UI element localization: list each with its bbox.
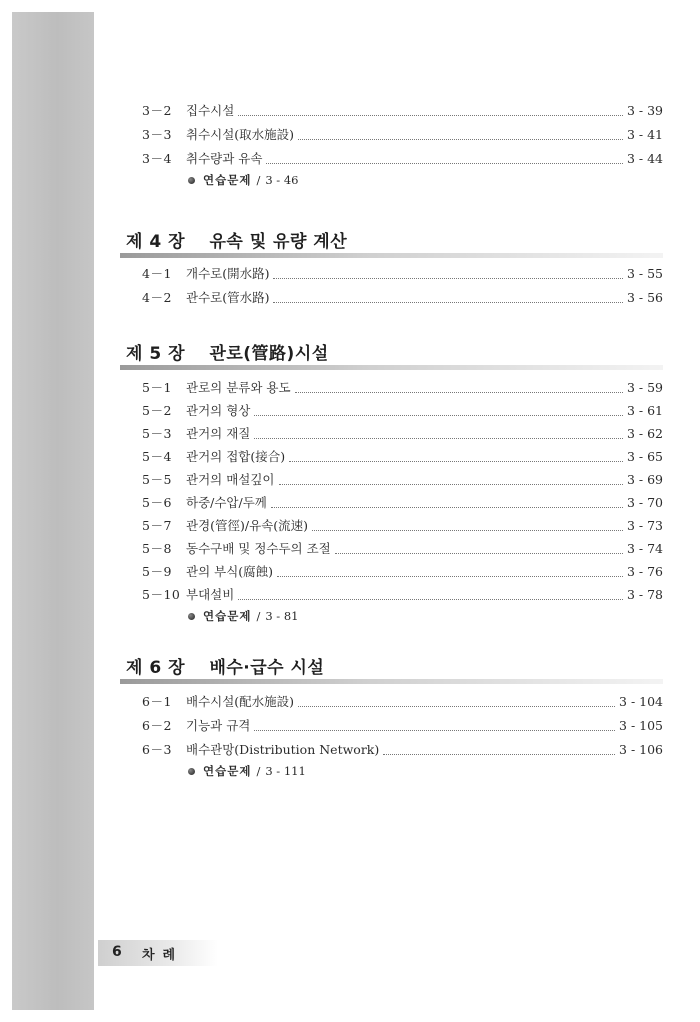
leader-dots xyxy=(312,529,623,531)
entry-page: 3 - 41 xyxy=(626,127,663,142)
entry-page: 3 - 56 xyxy=(626,290,663,305)
exercise-label: 연습문제 xyxy=(203,764,252,778)
entry-title: 관경(管徑)/유속(流速) xyxy=(186,518,309,533)
entry-title: 취수시설(取水施設) xyxy=(186,127,295,142)
chapter-heading[interactable] xyxy=(126,654,663,684)
entry-page: 3 - 70 xyxy=(626,495,663,510)
entry-number: 3－2 xyxy=(142,103,172,118)
leader-dots xyxy=(273,301,622,303)
exercise-link[interactable] xyxy=(188,607,298,625)
entry-page: 3 - 106 xyxy=(619,742,663,757)
toc-entry[interactable] xyxy=(142,378,663,400)
toc-entry[interactable] xyxy=(142,288,663,310)
footer-label: 차례 xyxy=(142,948,184,963)
entry-page: 3 - 78 xyxy=(626,587,663,602)
toc-entry[interactable] xyxy=(142,149,663,171)
chapter-number: 제 5 장 xyxy=(126,344,186,364)
leader-dots xyxy=(277,575,623,577)
exercise-link[interactable] xyxy=(188,762,306,780)
exercise-link[interactable] xyxy=(188,171,298,189)
leader-dots xyxy=(289,460,623,462)
side-band xyxy=(12,12,94,1010)
entry-page: 3 - 73 xyxy=(626,518,663,533)
entry-page: 3 - 39 xyxy=(626,103,663,118)
entry-title: 부대설비 xyxy=(186,587,235,602)
entry-title: 기능과 규격 xyxy=(186,718,251,733)
toc-entry[interactable] xyxy=(142,585,663,607)
toc-entry[interactable] xyxy=(142,562,663,584)
chapter-title: 배수·급수 시설 xyxy=(209,658,325,678)
entry-title: 관수로(管水路) xyxy=(186,290,270,305)
chapter-title: 유속 및 유량 계산 xyxy=(209,232,348,252)
entry-page: 3 - 74 xyxy=(626,541,663,556)
leader-dots xyxy=(335,552,623,554)
entry-number: 5－6 xyxy=(142,495,172,510)
toc-entry[interactable] xyxy=(142,401,663,423)
entry-title: 관로의 분류와 용도 xyxy=(186,380,291,395)
entry-number: 5－1 xyxy=(142,380,172,395)
toc-entry[interactable] xyxy=(142,125,663,147)
toc-entry[interactable] xyxy=(142,264,663,286)
chapter-number: 제 4 장 xyxy=(126,232,186,252)
exercise-separator: / xyxy=(256,609,261,623)
entry-title: 하중/수압/두께 xyxy=(186,495,267,510)
entry-number: 6－3 xyxy=(142,742,172,757)
entry-title: 관거의 매설깊이 xyxy=(186,472,275,487)
entry-title: 취수량과 유속 xyxy=(186,151,263,166)
entry-number: 5－3 xyxy=(142,426,172,441)
entry-page: 3 - 65 xyxy=(626,449,663,464)
entry-page: 3 - 76 xyxy=(626,564,663,579)
entry-number: 5－2 xyxy=(142,403,172,418)
entry-number: 6－2 xyxy=(142,718,172,733)
toc-entry[interactable] xyxy=(142,470,663,492)
entry-number: 4－2 xyxy=(142,290,172,305)
toc-entry[interactable] xyxy=(142,424,663,446)
leader-dots xyxy=(383,753,615,755)
bullet-icon xyxy=(188,177,195,184)
leader-dots xyxy=(254,729,615,731)
leader-dots xyxy=(279,483,623,485)
toc-entry[interactable] xyxy=(142,493,663,515)
entry-title: 관의 부식(腐蝕) xyxy=(186,564,274,579)
entry-title: 배수시설(配水施設) xyxy=(186,694,295,709)
leader-dots xyxy=(238,114,623,116)
entry-number: 5－8 xyxy=(142,541,172,556)
page-footer xyxy=(98,940,218,966)
toc-entry[interactable] xyxy=(142,101,663,123)
chapter-title: 관로(管路)시설 xyxy=(209,344,329,364)
exercise-separator: / xyxy=(256,173,261,187)
exercise-label: 연습문제 xyxy=(203,609,252,623)
chapter-number: 제 6 장 xyxy=(126,658,186,678)
chapter-rule xyxy=(120,253,663,258)
entry-number: 4－1 xyxy=(142,266,172,281)
entry-page: 3 - 105 xyxy=(619,718,663,733)
bullet-icon xyxy=(188,768,195,775)
entry-title: 관거의 재질 xyxy=(186,426,251,441)
entry-page: 3 - 59 xyxy=(626,380,663,395)
entry-number: 6－1 xyxy=(142,694,172,709)
entry-title: 집수시설 xyxy=(186,103,235,118)
entry-page: 3 - 44 xyxy=(626,151,663,166)
entry-number: 5－4 xyxy=(142,449,172,464)
toc-entry[interactable] xyxy=(142,516,663,538)
toc-entry[interactable] xyxy=(142,539,663,561)
toc-entry[interactable] xyxy=(142,447,663,469)
exercise-page: 3 - 46 xyxy=(265,173,299,187)
leader-dots xyxy=(238,598,623,600)
toc-entry[interactable] xyxy=(142,740,663,762)
chapter-heading[interactable] xyxy=(126,228,663,258)
toc-content xyxy=(118,0,663,1022)
leader-dots xyxy=(295,391,623,393)
chapter-heading[interactable] xyxy=(126,340,663,370)
leader-dots xyxy=(254,437,623,439)
entry-number: 5－7 xyxy=(142,518,172,533)
leader-dots xyxy=(271,506,623,508)
entry-page: 3 - 55 xyxy=(626,266,663,281)
entry-page: 3 - 104 xyxy=(619,694,663,709)
leader-dots xyxy=(266,162,623,164)
entry-page: 3 - 61 xyxy=(626,403,663,418)
entry-number: 3－4 xyxy=(142,151,172,166)
entry-number: 5－10 xyxy=(142,587,181,602)
bullet-icon xyxy=(188,613,195,620)
leader-dots xyxy=(298,705,615,707)
exercise-page: 3 - 111 xyxy=(265,764,306,778)
entry-number: 5－9 xyxy=(142,564,172,579)
chapter-rule xyxy=(120,365,663,370)
leader-dots xyxy=(298,138,623,140)
leader-dots xyxy=(254,414,623,416)
leader-dots xyxy=(273,277,622,279)
entry-title: 개수로(開水路) xyxy=(186,266,270,281)
entry-title: 관거의 형상 xyxy=(186,403,251,418)
exercise-separator: / xyxy=(256,764,261,778)
entry-title: 동수구배 및 정수두의 조절 xyxy=(186,541,331,556)
entry-title: 관거의 접합(接合) xyxy=(186,449,286,464)
exercise-page: 3 - 81 xyxy=(265,609,299,623)
chapter-rule xyxy=(120,679,663,684)
entry-number: 3－3 xyxy=(142,127,172,142)
entry-page: 3 - 69 xyxy=(626,472,663,487)
entry-title: 배수관망(Distribution Network) xyxy=(186,742,380,757)
entry-page: 3 - 62 xyxy=(626,426,663,441)
toc-entry[interactable] xyxy=(142,692,663,714)
entry-number: 5－5 xyxy=(142,472,172,487)
page-number: 6 xyxy=(112,944,122,960)
toc-entry[interactable] xyxy=(142,716,663,738)
exercise-label: 연습문제 xyxy=(203,173,252,187)
